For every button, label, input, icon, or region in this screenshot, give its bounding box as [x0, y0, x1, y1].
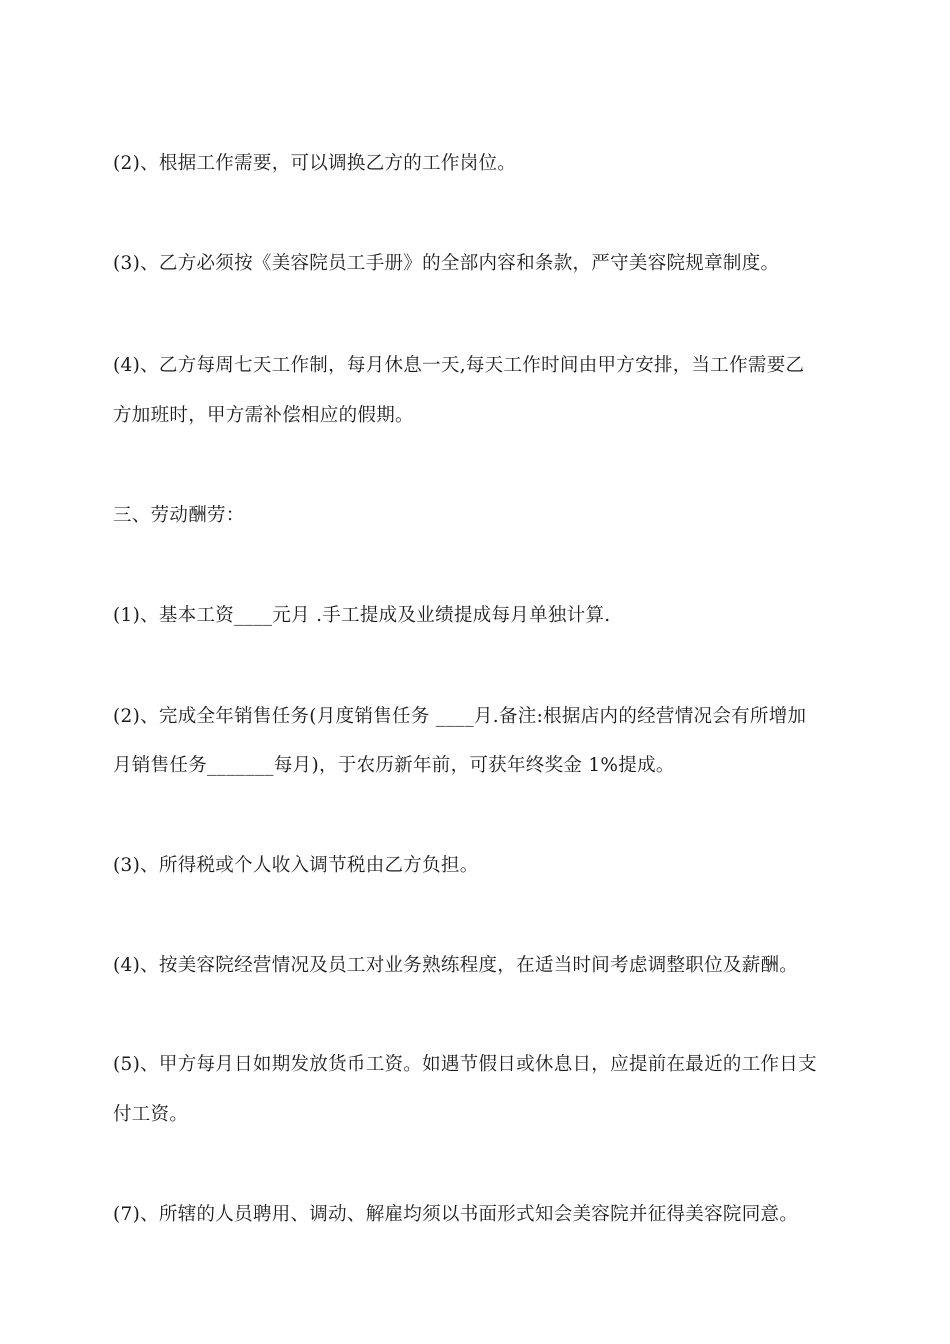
clause-2-line: (2)、根据工作需要，可以调换乙方的工作岗位。 — [113, 153, 517, 174]
clause-3-line: (3)、乙方必须按《美容院员工手册》的全部内容和条款，严守美容院规章制度。 — [113, 253, 780, 274]
pay-clause-1-line: (1)、基本工资____元月 .手工提成及业绩提成每月单独计算. — [113, 605, 611, 626]
pay-clause-5-line-2: 付工资。 — [113, 1104, 189, 1125]
pay-clause-3-line: (3)、所得税或个人收入调节税由乙方负担。 — [113, 855, 479, 876]
pay-clause-4-line: (4)、按美容院经营情况及员工对业务熟练程度，在适当时间考虑调整职位及薪酬。 — [113, 955, 799, 976]
clause-4-line-1: (4)、乙方每周七天工作制，每月休息一天,每天工作时间由甲方安排，当工作需要乙 — [113, 355, 805, 376]
pay-clause-2-line-1: (2)、完成全年销售任务(月度销售任务 ____月.备注:根据店内的经营情况会有所增加 — [113, 706, 807, 727]
section-heading-remuneration: 三、劳动酬劳： — [113, 505, 245, 526]
pay-clause-5-line-1: (5)、甲方每月日如期发放货币工资。如遇节假日或休息日，应提前在最近的工作日支 — [113, 1054, 817, 1075]
pay-clause-2-line-2: 月销售任务_______每月)，于农历新年前，可获年终奖金 1%提成。 — [113, 755, 675, 776]
pay-clause-7-line: (7)、所辖的人员聘用、调动、解雇均须以书面形式知会美容院并征得美容院同意。 — [113, 1204, 799, 1225]
clause-4-line-2: 方加班时，甲方需补偿相应的假期。 — [113, 405, 414, 426]
